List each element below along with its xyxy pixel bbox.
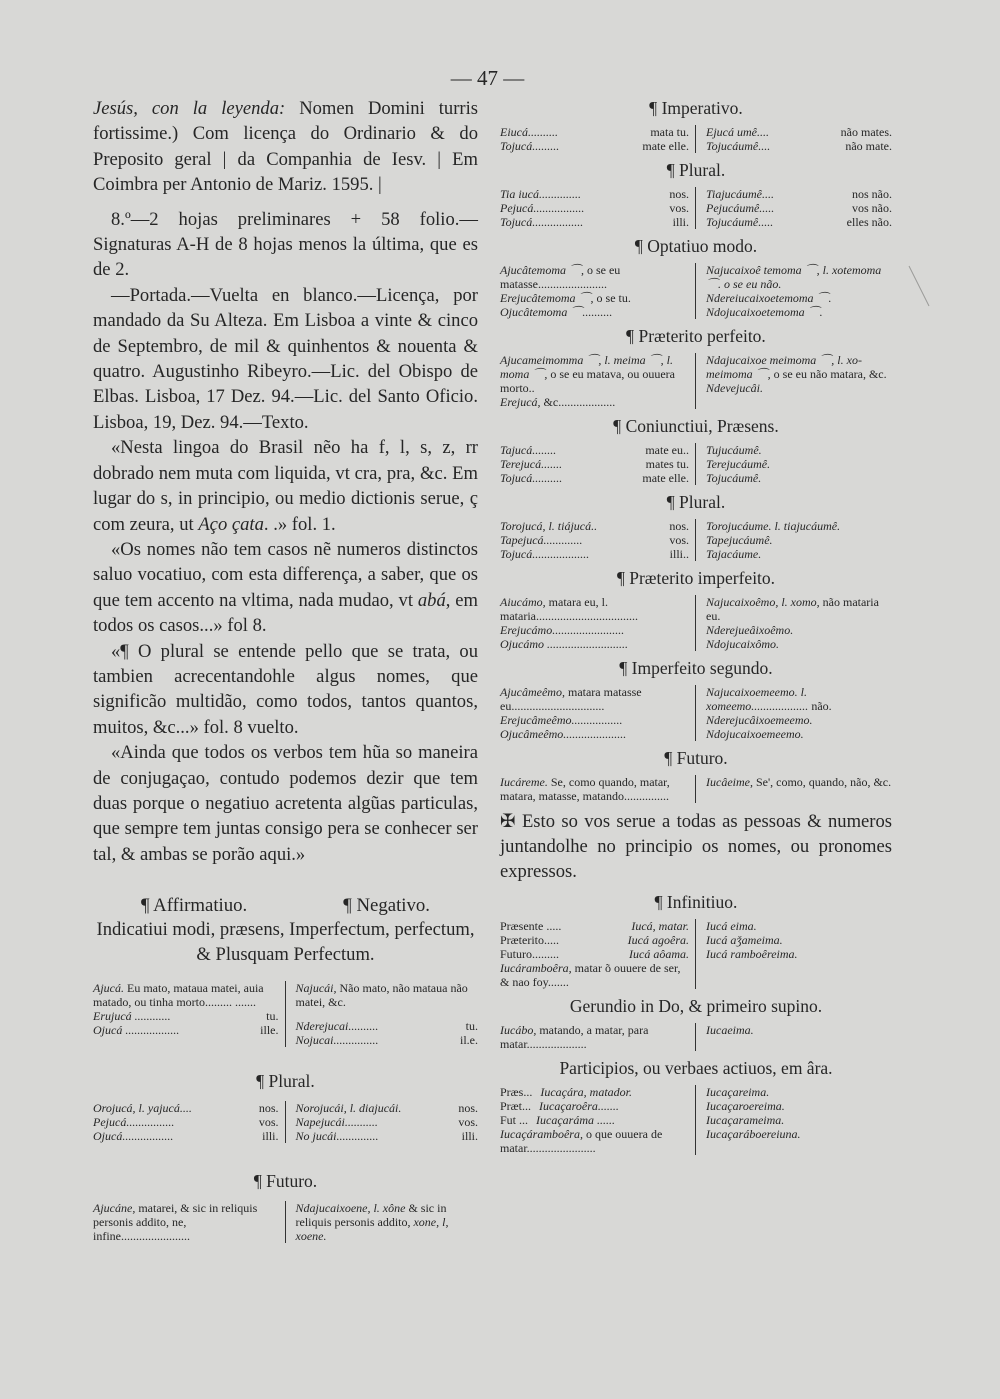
table-row <box>500 291 689 305</box>
perfect-affirmative <box>500 353 696 409</box>
table-row: Iucaeima. <box>706 1023 754 1037</box>
verb-form: Najucái, <box>295 981 337 996</box>
table-row <box>500 961 689 989</box>
table-row <box>706 139 892 153</box>
table-row <box>500 919 689 933</box>
future-subjunctive-table <box>500 775 892 803</box>
quote-2-italic: abá <box>417 589 446 611</box>
table-row <box>500 215 689 229</box>
verb-gloss: não mate. <box>845 139 892 153</box>
verb-gloss: mate elle. <box>642 139 689 153</box>
gerund-table <box>500 1023 892 1051</box>
verb-form: Nojucai............... <box>295 1033 379 1048</box>
table-row: Iucá eima. <box>706 919 757 933</box>
verb-gloss: matara matasse eu............................... <box>500 685 642 713</box>
table-row: Ndojucaixoetemoma ⌒. <box>706 305 823 319</box>
futuro-heading-1: ¶ Futuro. <box>253 1171 318 1192</box>
futuro-heading-2: ¶ Futuro. <box>664 748 728 768</box>
verb-form: Erejucâtemoma ⌒, <box>500 291 594 305</box>
table-row <box>500 263 689 291</box>
table-row: Erejucámo........................ <box>500 623 625 637</box>
gerundio-heading: Gerundio in Do, & primeiro supino. <box>569 996 823 1016</box>
verb-form: Tojucá......... <box>500 139 560 153</box>
verb-gloss: não mates. <box>840 125 892 139</box>
table-row <box>93 1101 279 1115</box>
verb-form: Tojucá................... <box>500 547 590 561</box>
imperfect-negative <box>696 595 892 651</box>
verb-form: Iucaçaráma ...... <box>536 1113 615 1127</box>
person: nos. <box>669 187 689 201</box>
left-column <box>93 96 478 1243</box>
verb-form: Ejucá umê.... <box>706 125 769 139</box>
table-row <box>706 595 892 623</box>
table-row: Ojucâmeêmo..................... <box>500 727 627 741</box>
imperative-affirmative <box>500 125 696 153</box>
table-row <box>296 1019 479 1033</box>
heading-negativo: ¶ Negativo. <box>343 895 430 917</box>
imperative-plural-affirmative <box>500 187 696 229</box>
future-negative <box>286 1201 479 1243</box>
table-row <box>706 215 892 229</box>
table-row <box>706 685 892 713</box>
plural-heading-2: ¶ Plural. <box>666 160 726 180</box>
table-row: Ojucámo ........................... <box>500 637 628 651</box>
subjunctive-affirmative <box>500 443 696 485</box>
left-body-text <box>93 96 478 867</box>
person: nos. <box>669 519 689 533</box>
verb-form: Tia iucá.............. <box>500 187 582 201</box>
table-row <box>500 775 689 803</box>
verb-form: Iucaçáramboêra, <box>500 1127 583 1141</box>
verb-gloss: Se, como quando, matar, matara, matasse, matando............... <box>500 775 670 803</box>
optative-table <box>500 263 892 319</box>
imperative-negative <box>696 125 892 153</box>
gerund-negative <box>696 1023 892 1051</box>
table-row: Ndojucaixoemeemo. <box>706 727 804 741</box>
heading-affirmatiuo: ¶ Affirmatiuo. <box>141 895 248 917</box>
tense-label: Futuro......... <box>500 947 560 961</box>
verb-gloss: Se', como, quando, não, &c. <box>752 775 892 789</box>
table-row <box>296 1033 479 1047</box>
person: illi. <box>672 215 689 229</box>
subjunctive-plural-affirmative <box>500 519 696 561</box>
table-row: Tapejucáumê. <box>706 533 773 547</box>
future-table <box>93 1201 478 1243</box>
verb-form: Tojucá................. <box>500 215 584 229</box>
table-row <box>500 457 689 471</box>
person: vos. <box>258 1115 279 1130</box>
table-row: Tojucáumê. <box>706 471 762 485</box>
verb-gloss: o se eu matava, ou ouuera morto.. <box>500 367 675 395</box>
verb-gloss: mates tu. <box>645 457 689 471</box>
verb-form: Pejucáumê..... <box>706 201 775 215</box>
table-row: Tajacáume. <box>706 547 762 561</box>
table-row <box>296 1115 479 1129</box>
table-row <box>706 201 892 215</box>
future-subjunctive-affirmative <box>500 775 696 803</box>
verb-form: Pejucá................ <box>93 1115 175 1130</box>
table-row <box>500 1127 689 1155</box>
table-row <box>93 1115 279 1129</box>
optative-affirmative <box>500 263 696 319</box>
person: nos. <box>258 1101 279 1116</box>
verb-gloss: & sic in reliquis personis addito, <box>295 1201 447 1230</box>
verb-gloss: o se eu não matara, &c. <box>773 367 887 381</box>
quote-paragraph-1 <box>93 435 478 537</box>
table-row <box>500 685 689 713</box>
verb-gloss: mata tu. <box>650 125 689 139</box>
verb-form: Napejucái........... <box>295 1115 378 1130</box>
table-row <box>93 1009 279 1023</box>
table-row <box>93 981 279 1009</box>
verb-form: No jucái.............. <box>295 1129 379 1144</box>
verb-form: Terejucá....... <box>500 457 563 471</box>
quote-paragraph-2 <box>93 537 478 639</box>
table-row: Ndereiucaixoetemoma ⌒. <box>706 291 832 305</box>
table-row: Ojucâtemoma ⌒.......... <box>500 305 613 319</box>
intro-paragraph <box>93 96 478 198</box>
verb-form: Iucá agoêra. <box>627 933 689 947</box>
person: nos não. <box>852 187 892 201</box>
indicative-negative <box>286 981 479 1047</box>
person: il.e. <box>460 1033 478 1048</box>
gerund-affirmative <box>500 1023 696 1051</box>
plural-affirmative <box>93 1101 286 1143</box>
verb-gloss: não mataria eu. <box>706 595 879 623</box>
quote-1-italic: Aço çata <box>198 513 264 535</box>
quote-paragraph-4: «Ainda que todos os verbos tem hũa so maneira de conjugaçao, contudo podemos dezir que tem duas porque o negatiuo acretenta algũas particulas, que sempre tem juntas consigo pera se conhecer ser tal, & ambas se porão aqui.» <box>93 742 478 865</box>
subjunctive-table <box>500 443 892 485</box>
person: elles não. <box>846 215 892 229</box>
verb-form: Ajucáne, <box>93 1201 136 1216</box>
verb-form: Erejucá, <box>500 395 541 409</box>
table-row <box>500 201 689 215</box>
verb-gloss: mate elle. <box>642 471 689 485</box>
verb-gloss: matarei, & sic in reliquis personis addito, ne, infine....................... <box>93 1201 258 1244</box>
paper-crease-mark <box>905 262 935 312</box>
infinitive-negative <box>696 919 892 989</box>
table-row <box>500 443 689 457</box>
table-row <box>500 395 689 409</box>
tense-label: Præs... <box>500 1085 533 1099</box>
plural-heading-1: ¶ Plural. <box>256 1071 315 1092</box>
table-row: Iucá ramboêreima. <box>706 947 798 961</box>
participios-heading: Participios, ou verbaes actiuos, em âra. <box>559 1058 833 1078</box>
verb-form: Iucábo, <box>500 1023 537 1037</box>
verb-form: Ajucâtemoma ⌒, <box>500 263 584 277</box>
verb-form: Tojucáumê.... <box>706 139 771 153</box>
person: ille. <box>260 1023 279 1038</box>
participle-negative <box>696 1085 892 1155</box>
table-row: Iucaçareima. <box>706 1085 770 1099</box>
tense-label: Fut ... <box>500 1113 529 1127</box>
quote-2-text: «Os nomes não tem casos nẽ numeros distinctos saluo vocatiuo, com esta differença, a saber, que os que tem accento na vltima, nada mudao, vt <box>93 538 478 611</box>
verb-form: Ndajucaixoene, l. xône <box>295 1201 406 1216</box>
note-paragraph <box>500 809 892 884</box>
verb-form: Pejucá................. <box>500 201 585 215</box>
verb-form: Tojucáumê..... <box>706 215 774 229</box>
perfect-negative <box>696 353 892 409</box>
table-row <box>706 353 892 381</box>
table-row <box>93 1129 279 1143</box>
mood-headings <box>93 895 478 917</box>
verb-gloss: o que ouuera de matar....................... <box>500 1127 663 1155</box>
verb-form: Ojucá................. <box>93 1129 174 1144</box>
praeterito-imperfeito-heading: ¶ Præterito imperfeito. <box>616 568 776 588</box>
verb-form: Ajucá. <box>93 981 124 996</box>
description-paragraph: —Portada.—Vuelta en blanco.—Licença, por mandado da Su Alteza. Em Lisboa a vinte & cinco de Septembro, de mil & quinhentos & nouenta & quatro. Augustinho Ribeyro.—Lic. del Obispo de Elbas. Lisboa, 17 Dez. 94.—Lic. del Santo Oficio. Lisboa, 19, Dez. 94.—Texto. <box>93 284 478 433</box>
participle-table <box>500 1085 892 1155</box>
table-row: Nderejueâixoêmo. <box>706 623 794 637</box>
imperative-table <box>500 125 892 153</box>
table-row <box>500 1113 689 1127</box>
table-row <box>706 775 892 789</box>
imperfect-affirmative <box>500 595 696 651</box>
verb-gloss: não. <box>808 699 832 713</box>
table-row <box>500 933 689 947</box>
second-imperfect-table <box>500 685 892 741</box>
verb-form: Eiucá.......... <box>500 125 558 139</box>
infinitive-affirmative <box>500 919 696 989</box>
verb-form: Aiucámo, <box>500 595 546 609</box>
optatiuo-heading: ¶ Optatiuo modo. <box>634 236 758 256</box>
verb-form: Nderejucai.......... <box>295 1019 379 1034</box>
person: illi.. <box>669 547 689 561</box>
future-affirmative <box>93 1201 286 1243</box>
verb-suffix: xone, l, xoene. <box>295 1215 449 1244</box>
subjunctive-plural-table <box>500 519 892 561</box>
verb-form: Orojucá, l. yajucá.... <box>93 1101 192 1116</box>
verb-form: Iucaçaroêra....... <box>539 1099 619 1113</box>
table-row <box>296 1129 479 1143</box>
verb-gloss: Eu mato, mataua matei, auia matado, ou tinha morto......... ....... <box>93 981 264 1010</box>
table-row <box>296 1101 479 1115</box>
person: vos. <box>458 1115 478 1130</box>
table-row <box>500 139 689 153</box>
table-row: Iucaçaráboereiuna. <box>706 1127 801 1141</box>
verb-form: Iucâeime, <box>706 775 753 789</box>
verb-form: Ndajucaixoe meimoma ⌒, l. xo-meimoma ⌒, <box>706 353 862 381</box>
table-row: Nderejucâixoemeemo. <box>706 713 813 727</box>
intro-italic: Jesús, con la leyenda: <box>93 98 286 119</box>
table-row <box>500 125 689 139</box>
table-row <box>93 1201 279 1243</box>
imperfeito-segundo-heading: ¶ Imperfeito segundo. <box>619 658 773 678</box>
second-imperfect-affirmative <box>500 685 696 741</box>
perfect-table <box>500 353 892 409</box>
cross-mark-icon: ✠ <box>500 811 516 832</box>
person: illi. <box>262 1129 279 1144</box>
plural-negative <box>286 1101 479 1143</box>
verb-form: Ajucameimomma ⌒, l. meima ⌒, l. moma ⌒, <box>500 353 673 381</box>
tense-label: Præt... <box>500 1099 532 1113</box>
infinitive-table <box>500 919 892 989</box>
table-row: Tujucáumê. <box>706 443 762 457</box>
verb-gloss: matar õ ouuere de ser, & nao foy....... <box>500 961 681 989</box>
note-text: Esto so vos serue a todas as pessoas & numeros juntandolhe no principio os nomes, ou pronomes expressos. <box>500 811 893 882</box>
page-number: — 47 — <box>450 66 525 90</box>
person: illi. <box>461 1129 478 1144</box>
verb-form: Tajucá........ <box>500 443 557 457</box>
table-row <box>500 471 689 485</box>
coniunctiui-heading: ¶ Coniunctiui, Præsens. <box>613 416 779 436</box>
indicative-affirmative <box>93 981 286 1047</box>
person: vos. <box>669 533 689 547</box>
verb-form: Erujucá ............ <box>93 1009 171 1024</box>
collation-paragraph: 8.º—2 hojas preliminares + 58 folio.—Signaturas A-H de 8 hojas menos la última, que es de 2. <box>93 208 478 281</box>
table-row: Ndojucaixômo. <box>706 637 779 651</box>
table-row <box>500 547 689 561</box>
tense-label: Præterito..... <box>500 933 559 947</box>
quote-1-text: «Nesta lingoa do Brasil nẽo ha f, l, s, z, rr dobrado nem muta com liquida, vt cra, pra, &c. Em lugar do s, in principio, ou medio dictionis serue, ç com zeura, ut <box>93 437 478 535</box>
verb-form: Iucá, matar. <box>631 919 689 933</box>
praeterito-perfeito-heading: ¶ Præterito perfeito. <box>626 326 766 346</box>
table-row <box>500 353 689 395</box>
verb-form: Tapejucá............. <box>500 533 583 547</box>
table-row <box>500 519 689 533</box>
quote-1-ref: . .» fol. 1. <box>263 513 336 535</box>
tense-label: Præsente ..... <box>500 919 562 933</box>
verb-form: Iucáramboêra, <box>500 961 572 975</box>
quote-2-ref: , em todos os casos...» fol 8. <box>93 589 478 637</box>
intro-text: Nomen Domini turris fortissime.) Com licença do Ordinario & do Preposito geral | da Companhia de Iesv. | Em Coimbra per Antonio de Mariz. 1595. | <box>93 98 478 196</box>
table-row <box>500 1085 689 1099</box>
table-row: Erejucâmeêmo................. <box>500 713 623 727</box>
table-row <box>296 981 479 1009</box>
subjunctive-plural-negative <box>696 519 892 561</box>
verb-form: Ojucá .................. <box>93 1023 180 1038</box>
table-row <box>296 1201 479 1243</box>
verb-form: Tojucá.......... <box>500 471 563 485</box>
table-row <box>706 125 892 139</box>
verb-gloss: mate eu.. <box>645 443 689 457</box>
second-imperfect-negative <box>696 685 892 741</box>
verb-form: Iucáreme. <box>500 775 548 789</box>
table-row <box>500 533 689 547</box>
plural-heading-3: ¶ Plural. <box>666 492 726 512</box>
table-row <box>500 1023 689 1051</box>
person: tu. <box>465 1019 478 1034</box>
verb-gloss: o se tu. <box>593 291 631 305</box>
person: nos. <box>458 1101 478 1116</box>
verb-form: Tiajucáumê.... <box>706 187 774 201</box>
table-row <box>500 1099 689 1113</box>
table-row: Torojucáume. l. tiajucáumê. <box>706 519 841 533</box>
table-row: Terejucáumê. <box>706 457 771 471</box>
table-row: Najucaixoê temoma ⌒, l. xotemoma ⌒. o se eu não. <box>706 263 882 291</box>
table-row: Ndevejucâi. <box>706 381 763 395</box>
indicative-plural-table <box>93 1101 478 1143</box>
verb-form: Najucaixoêmo, l. xomo, <box>706 595 820 609</box>
verb-gloss: o se eu matasse....................... <box>500 263 621 291</box>
right-column <box>500 96 892 1155</box>
imperativo-heading: ¶ Imperativo. <box>649 98 743 118</box>
future-subjunctive-negative <box>696 775 892 803</box>
imperative-plural-negative <box>696 187 892 229</box>
person: tu. <box>266 1009 279 1024</box>
person: vos não. <box>852 201 892 215</box>
verb-form: Norojucái, l. diajucái. <box>295 1101 402 1116</box>
imperfect-table <box>500 595 892 651</box>
table-row <box>500 947 689 961</box>
table-row: Iucaçaroereima. <box>706 1099 785 1113</box>
infinitiuo-heading: ¶ Infinitiuo. <box>654 892 738 912</box>
quote-paragraph-3: «¶ O plural se entende pello que se trata, ou tambien acrecentandohle algus nomes, que significão multidão, como todos, tantos quantos, muitos, &c...» fol. 8 vuelto. <box>93 640 478 738</box>
table-row <box>500 187 689 201</box>
person: vos. <box>669 201 689 215</box>
optative-negative <box>696 263 892 319</box>
verb-gloss: matara eu, l. mataria.................................. <box>500 595 638 623</box>
subjunctive-negative <box>696 443 892 485</box>
verb-gloss: Não mato, não mataua não matei, &c. <box>295 981 468 1010</box>
verb-form: Iucá aôama. <box>629 947 689 961</box>
verb-form: Iucaçára, matador. <box>540 1085 633 1099</box>
verb-form: Ajucâmeêmo, <box>500 685 565 699</box>
participle-affirmative <box>500 1085 696 1155</box>
table-row <box>500 595 689 623</box>
verb-gloss: matando, a matar, para matar.................... <box>500 1023 649 1051</box>
imperative-plural-table <box>500 187 892 229</box>
table-row <box>706 187 892 201</box>
indicative-title: Indicatiui modi, præsens, Imperfectum, perfectum, & Plusquam Perfectum. <box>96 919 475 966</box>
verb-form: Torojucá, l. tiájucá.. <box>500 519 598 533</box>
table-row <box>93 1023 279 1037</box>
verb-form: Najucaixoemeemo. l. xomeemo................... <box>706 685 809 713</box>
verb-gloss: &c................... <box>540 395 616 409</box>
table-row: Iucaçarameima. <box>706 1113 785 1127</box>
indicative-table <box>93 981 478 1047</box>
table-row: Iucá aǯameima. <box>706 933 783 947</box>
